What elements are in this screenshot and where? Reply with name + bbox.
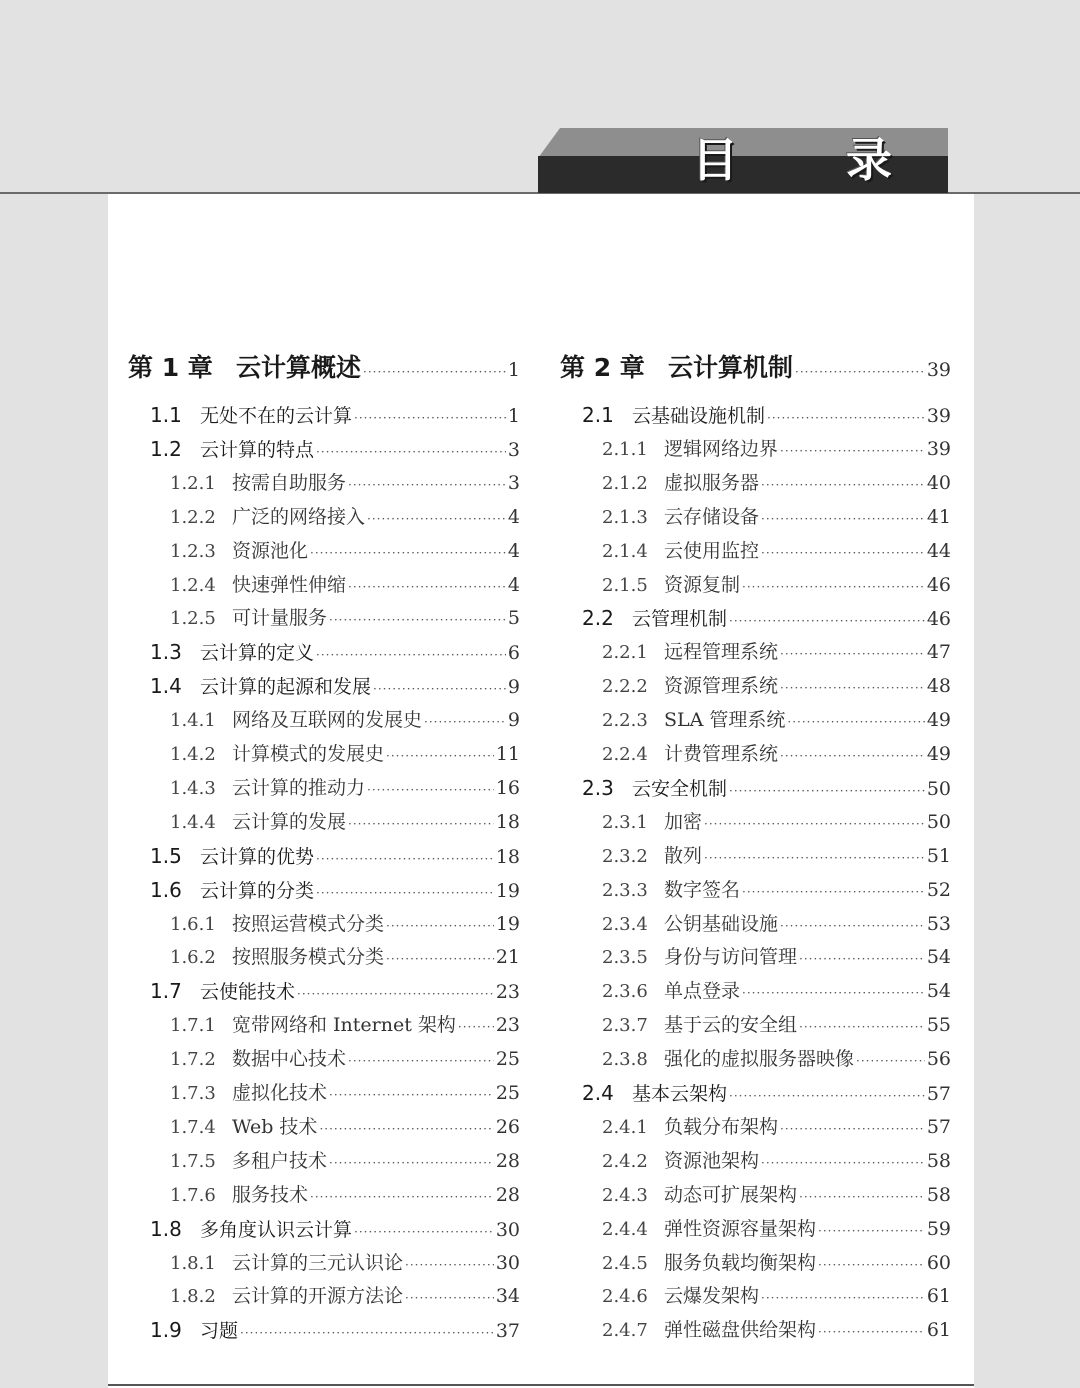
toc-section	[150, 434, 520, 464]
toc-title: 计费管理系统	[664, 743, 779, 765]
toc-subsection	[170, 1180, 520, 1210]
toc-subsection	[170, 1146, 520, 1176]
toc-section	[150, 841, 520, 871]
dot-leader	[761, 470, 925, 500]
toc-number: 2.4.4	[602, 1218, 648, 1240]
toc-page-number: 30	[495, 1251, 520, 1274]
toc-title: 无处不在的云计算	[200, 405, 353, 427]
toc-chapter	[128, 351, 520, 385]
toc-title: 习题	[200, 1320, 239, 1343]
toc-title: 基本云架构	[632, 1083, 728, 1105]
toc-section	[150, 1214, 520, 1244]
toc-page-number: 60	[926, 1251, 951, 1274]
dot-leader	[319, 1114, 493, 1144]
dot-leader	[367, 775, 494, 805]
toc-subsection	[602, 909, 951, 939]
toc-subsection	[170, 468, 520, 498]
toc-number: 2.4.1	[602, 1116, 648, 1138]
toc-title: 云使能技术	[200, 981, 296, 1004]
toc-title: 基于云的安全组	[664, 1014, 798, 1037]
toc-subsection	[170, 909, 520, 939]
toc-title: 服务技术	[232, 1183, 309, 1206]
dot-leader	[363, 355, 506, 389]
toc-title: 远程管理系统	[664, 641, 779, 664]
toc-subsection	[602, 942, 951, 972]
toc-section	[150, 637, 520, 667]
toc-page-number: 39	[926, 359, 951, 381]
toc-title: 动态可扩展架构	[664, 1183, 798, 1206]
toc-number: 2.1.3	[602, 506, 648, 528]
toc-subsection	[602, 1315, 951, 1345]
dot-leader	[367, 504, 506, 534]
dot-leader	[742, 877, 925, 907]
toc-page-number: 48	[926, 675, 951, 698]
toc-number: 1.4.2	[170, 744, 216, 765]
toc-page-number: 49	[926, 743, 951, 765]
toc-title: Web 技术	[232, 1115, 318, 1138]
toc-title: 云计算的优势	[200, 845, 315, 868]
dot-leader	[795, 355, 925, 389]
toc-title: 网络及互联网的发展史	[232, 709, 423, 732]
dot-leader	[761, 538, 925, 568]
toc-section	[582, 1078, 951, 1108]
dot-leader	[348, 572, 506, 602]
toc-title: 云计算机制	[668, 353, 794, 382]
toc-page-number: 4	[507, 505, 520, 528]
toc-number: 2.2.2	[602, 676, 648, 698]
toc-number: 1.7.4	[170, 1116, 216, 1138]
toc-title: 资源池架构	[664, 1149, 760, 1172]
toc-number: 1.7.2	[170, 1049, 216, 1071]
dot-leader	[316, 437, 506, 467]
dot-leader	[787, 707, 924, 737]
toc-number: 1.8.1	[170, 1252, 216, 1274]
toc-title: 云存储设备	[664, 505, 760, 528]
toc-section	[582, 773, 951, 803]
bottom-rule	[108, 1384, 974, 1386]
toc-page-number: 34	[495, 1285, 520, 1308]
dot-leader	[316, 844, 494, 874]
toc-title: 云基础设施机制	[632, 405, 766, 427]
toc-subsection	[602, 1010, 951, 1040]
toc-page-number: 58	[926, 1149, 951, 1172]
toc-subsection	[170, 773, 520, 803]
dot-leader	[704, 809, 925, 839]
dot-leader	[818, 1317, 925, 1347]
dot-leader	[316, 878, 494, 908]
page-sheet	[108, 194, 974, 1388]
toc-title: 弹性磁盘供给架构	[664, 1319, 817, 1342]
toc-title: 服务负载均衡架构	[664, 1251, 817, 1274]
dot-leader	[729, 776, 925, 806]
toc-number: 1.7.3	[170, 1083, 216, 1104]
toc-number: 1.4.3	[170, 777, 216, 799]
dot-leader	[742, 572, 925, 602]
toc-subsection	[602, 570, 951, 600]
toc-page-number: 30	[495, 1218, 520, 1241]
toc-title: 云爆发架构	[664, 1285, 760, 1308]
toc-section	[150, 976, 520, 1006]
toc-subsection	[170, 603, 520, 633]
toc-page-number: 50	[926, 777, 951, 800]
toc-number: 2.4.3	[602, 1184, 648, 1206]
toc-page-number: 18	[495, 845, 520, 868]
toc-page-number: 51	[926, 844, 951, 867]
dot-leader	[761, 1283, 925, 1313]
toc-subsection	[602, 1281, 951, 1311]
toc-subsection	[170, 502, 520, 532]
toc-number: 1.2.5	[170, 608, 216, 630]
toc-page-number: 5	[507, 607, 520, 630]
toc-number: 1.2.1	[170, 472, 216, 494]
toc-title: 虚拟化技术	[232, 1082, 328, 1104]
toc-subsection	[602, 875, 951, 905]
toc-number: 1.8	[150, 1216, 182, 1241]
toc-subsection	[602, 468, 951, 498]
toc-number: 2.1	[582, 403, 614, 427]
toc-subsection	[602, 1180, 951, 1210]
toc-number: 2.2.4	[602, 744, 648, 765]
dot-leader	[310, 538, 506, 568]
toc-title: 公钥基础设施	[664, 912, 779, 935]
toc-title: 多角度认识云计算	[200, 1218, 353, 1241]
dot-leader	[297, 979, 494, 1009]
toc-page-number: 57	[926, 1115, 951, 1138]
dot-leader	[780, 436, 925, 466]
toc-title: 散列	[664, 844, 703, 867]
toc-page-number: 41	[926, 505, 951, 528]
toc-page-number: 16	[495, 776, 520, 799]
toc-subsection	[170, 1010, 520, 1040]
toc-number: 2.1.4	[602, 540, 648, 562]
dot-leader	[348, 809, 494, 839]
dot-leader	[704, 843, 925, 873]
toc-page-number: 57	[926, 1083, 951, 1105]
toc-number: 1.7.1	[170, 1015, 216, 1037]
toc-page-number: 28	[495, 1183, 520, 1206]
toc-title: 负载分布架构	[664, 1115, 779, 1138]
toc-subsection	[170, 1281, 520, 1311]
toc-page-number: 25	[495, 1082, 520, 1104]
toc-section	[582, 400, 951, 430]
toc-number: 1.4	[150, 674, 182, 699]
toc-page-number: 50	[926, 810, 951, 833]
toc-page-number: 1	[507, 405, 520, 427]
toc-number: 1.4.4	[170, 811, 216, 833]
toc-title: 资源复制	[664, 573, 741, 596]
toc-subsection	[170, 570, 520, 600]
toc-subsection	[602, 841, 951, 871]
toc-subsection	[602, 536, 951, 566]
dot-leader	[742, 978, 925, 1008]
toc-number: 1.6.2	[170, 947, 216, 969]
toc-page-number: 19	[495, 912, 520, 935]
toc-number: 2.3	[582, 775, 614, 800]
dot-leader	[780, 673, 925, 703]
toc-number: 2.1.1	[602, 438, 648, 460]
toc-subsection	[170, 536, 520, 566]
toc-title: 加密	[664, 810, 703, 833]
toc-title: 虚拟服务器	[664, 471, 760, 494]
toc-number: 1.6.1	[170, 913, 216, 935]
toc-title: 云计算的分类	[200, 879, 315, 902]
dot-leader	[405, 1250, 494, 1280]
toc-subsection	[170, 1078, 520, 1108]
toc-page-number: 56	[926, 1048, 951, 1071]
toc-title: 按需自助服务	[232, 471, 347, 494]
toc-page-number: 55	[926, 1014, 951, 1037]
toc-page-number: 1	[507, 359, 520, 381]
toc-number: 2.3.3	[602, 879, 648, 901]
toc-number: 1.3	[150, 640, 182, 665]
toc-title: 按照运营模式分类	[232, 912, 385, 935]
toc-number: 2.3.2	[602, 845, 648, 867]
dot-leader	[761, 504, 925, 534]
toc-section	[150, 400, 520, 430]
dot-leader	[818, 1250, 925, 1280]
toc-title: 快速弹性伸缩	[232, 573, 347, 596]
toc-title: 数据中心技术	[232, 1048, 347, 1071]
toc-page-number: 58	[926, 1183, 951, 1206]
toc-subsection	[170, 705, 520, 735]
toc-number: 2.3.7	[602, 1015, 648, 1037]
toc-subsection	[602, 1248, 951, 1278]
toc-number: 1.5	[150, 843, 182, 868]
toc-number: 1.6	[150, 877, 182, 902]
dot-leader	[780, 741, 925, 771]
dot-leader	[818, 1216, 925, 1246]
toc-page-number: 49	[926, 709, 951, 732]
toc-number: 1.7.5	[170, 1150, 216, 1172]
toc-subsection	[602, 1112, 951, 1142]
dot-leader	[799, 944, 925, 974]
toc-page-number: 4	[507, 539, 520, 562]
toc-page-number: 46	[926, 608, 951, 631]
toc-page-number: 39	[926, 405, 951, 427]
toc-page-number: 61	[926, 1319, 951, 1342]
dot-leader	[316, 640, 506, 670]
toc-page-number: 21	[495, 946, 520, 969]
toc-page-number: 19	[495, 879, 520, 902]
dot-leader	[780, 911, 925, 941]
dot-leader	[799, 1182, 925, 1212]
toc-page-number: 39	[926, 437, 951, 460]
toc-page-number: 9	[507, 709, 520, 732]
toc-number: 1.8.2	[170, 1286, 216, 1308]
toc-subsection	[602, 434, 951, 464]
dot-leader	[348, 470, 506, 500]
toc-title: 云安全机制	[632, 777, 728, 800]
toc-title: 云计算的三元认识论	[232, 1251, 404, 1274]
toc-page-number: 46	[926, 573, 951, 596]
toc-title: 计算模式的发展史	[232, 743, 385, 765]
dot-leader	[329, 605, 506, 635]
toc-page-number: 53	[926, 912, 951, 935]
toc-title: 资源管理系统	[664, 675, 779, 698]
toc-number: 2.2.1	[602, 642, 648, 664]
toc-page-number: 3	[507, 471, 520, 494]
toc-subsection	[602, 705, 951, 735]
dot-leader	[799, 1012, 925, 1042]
toc-page-number: 52	[926, 878, 951, 901]
toc-subsection	[602, 502, 951, 532]
dot-leader	[373, 674, 506, 704]
page-title: 目 录	[691, 133, 938, 187]
dot-leader	[354, 1217, 494, 1247]
toc-title: 宽带网络和 Internet 架构	[232, 1014, 456, 1037]
dot-leader	[240, 1318, 494, 1348]
toc-title: 数字签名	[664, 878, 741, 901]
toc-title: 身份与访问管理	[664, 946, 798, 969]
toc-title: 云计算概述	[236, 353, 362, 382]
toc-title: 多租户技术	[232, 1149, 328, 1172]
toc-number: 1.1	[150, 403, 182, 427]
toc-page-number: 6	[507, 642, 520, 665]
toc-number: 2.4.2	[602, 1150, 648, 1172]
dot-leader	[310, 1182, 494, 1212]
toc-title: 可计量服务	[232, 607, 328, 630]
toc-title: 广泛的网络接入	[232, 505, 366, 528]
toc-number: 2.3.4	[602, 913, 648, 935]
dot-leader	[348, 1046, 494, 1076]
dot-leader	[780, 1114, 925, 1144]
dot-leader	[405, 1283, 494, 1313]
toc-subsection	[602, 1146, 951, 1176]
toc-section	[150, 671, 520, 701]
toc-title: 云计算的开源方法论	[232, 1285, 404, 1308]
toc-page-number: 11	[495, 743, 520, 765]
toc-title: 强化的虚拟服务器映像	[664, 1048, 855, 1071]
toc-number: 2.3.6	[602, 981, 648, 1003]
toc-title: 资源池化	[232, 539, 309, 562]
toc-number: 2.3.1	[602, 811, 648, 833]
toc-page-number: 3	[507, 438, 520, 461]
toc-number: 2.2.3	[602, 710, 648, 732]
toc-page-number: 61	[926, 1285, 951, 1308]
toc-subsection	[170, 1044, 520, 1074]
toc-subsection	[602, 637, 951, 667]
toc-page-number: 54	[926, 946, 951, 969]
toc-page-number: 25	[495, 1048, 520, 1071]
toc-title: SLA 管理系统	[664, 709, 786, 732]
toc-title: 弹性资源容量架构	[664, 1217, 817, 1240]
dot-leader	[386, 944, 494, 974]
toc-page-number: 47	[926, 641, 951, 664]
toc-subsection	[602, 976, 951, 1006]
toc-page-number: 37	[495, 1320, 520, 1343]
dot-leader	[780, 639, 925, 669]
toc-title: 逻辑网络边界	[664, 437, 779, 460]
dot-leader	[329, 1148, 494, 1178]
toc-number: 2.3.8	[602, 1049, 648, 1071]
toc-number: 1.4.1	[170, 710, 216, 732]
toc-title: 单点登录	[664, 980, 741, 1003]
toc-number: 1.7	[150, 979, 182, 1004]
toc-number: 1.9	[150, 1318, 182, 1343]
dot-leader	[354, 403, 506, 433]
toc-subsection	[170, 807, 520, 837]
toc-title: 云使用监控	[664, 539, 760, 562]
toc-page-number: 54	[926, 980, 951, 1003]
toc-page-number: 9	[507, 676, 520, 699]
dot-leader	[386, 911, 494, 941]
toc-title: 按照服务模式分类	[232, 946, 385, 969]
toc-page-number: 59	[926, 1217, 951, 1240]
toc-section	[150, 1315, 520, 1345]
toc-number: 1.7.6	[170, 1184, 216, 1206]
toc-title: 云计算的特点	[200, 438, 315, 461]
toc-number: 2.3.5	[602, 947, 648, 969]
dot-leader	[729, 1081, 925, 1111]
toc-page-number: 26	[495, 1115, 520, 1138]
toc-subsection	[602, 1214, 951, 1244]
dot-leader	[424, 707, 506, 737]
toc-title: 云计算的发展	[232, 810, 347, 833]
toc-subsection	[602, 671, 951, 701]
toc-number: 2.4	[582, 1081, 614, 1105]
dot-leader	[856, 1046, 925, 1076]
toc-number: 2.1.5	[602, 574, 648, 596]
toc-page-number: 4	[507, 573, 520, 596]
dot-leader	[729, 606, 925, 636]
toc-subsection	[602, 739, 951, 769]
toc-title: 云管理机制	[632, 608, 728, 631]
toc-number: 1.2.2	[170, 506, 216, 528]
toc-number: 2.4.5	[602, 1252, 648, 1274]
toc-number: 2.4.7	[602, 1320, 648, 1342]
toc-page-number: 44	[926, 539, 951, 562]
toc-number: 2.1.2	[602, 472, 648, 494]
toc-number: 第 2 章	[560, 353, 645, 382]
toc-title: 云计算的推动力	[232, 776, 366, 799]
toc-number: 2.2	[582, 606, 614, 631]
toc-number: 1.2	[150, 436, 182, 461]
toc-section	[582, 603, 951, 633]
toc-subsection	[170, 942, 520, 972]
toc-subsection	[170, 739, 520, 769]
toc-page-number: 40	[926, 471, 951, 494]
toc-number: 1.2.4	[170, 574, 216, 596]
toc-number: 第 1 章	[128, 353, 213, 382]
dot-leader	[458, 1012, 494, 1042]
toc-page-number: 23	[495, 1014, 520, 1037]
toc-page-number: 23	[495, 981, 520, 1004]
dot-leader	[761, 1148, 925, 1178]
toc-title: 云计算的起源和发展	[200, 676, 372, 699]
toc-page-number: 18	[495, 810, 520, 833]
toc-subsection	[602, 807, 951, 837]
toc-subsection	[602, 1044, 951, 1074]
toc-title: 云计算的定义	[200, 642, 315, 665]
toc-number: 2.4.6	[602, 1286, 648, 1308]
toc-chapter	[560, 351, 951, 385]
dot-leader	[767, 403, 925, 433]
dot-leader	[386, 741, 494, 771]
toc-page-number: 28	[495, 1149, 520, 1172]
dot-leader	[329, 1080, 494, 1110]
toc-subsection	[170, 1248, 520, 1278]
toc-number: 1.2.3	[170, 540, 216, 562]
toc-subsection	[170, 1112, 520, 1142]
toc-section	[150, 875, 520, 905]
